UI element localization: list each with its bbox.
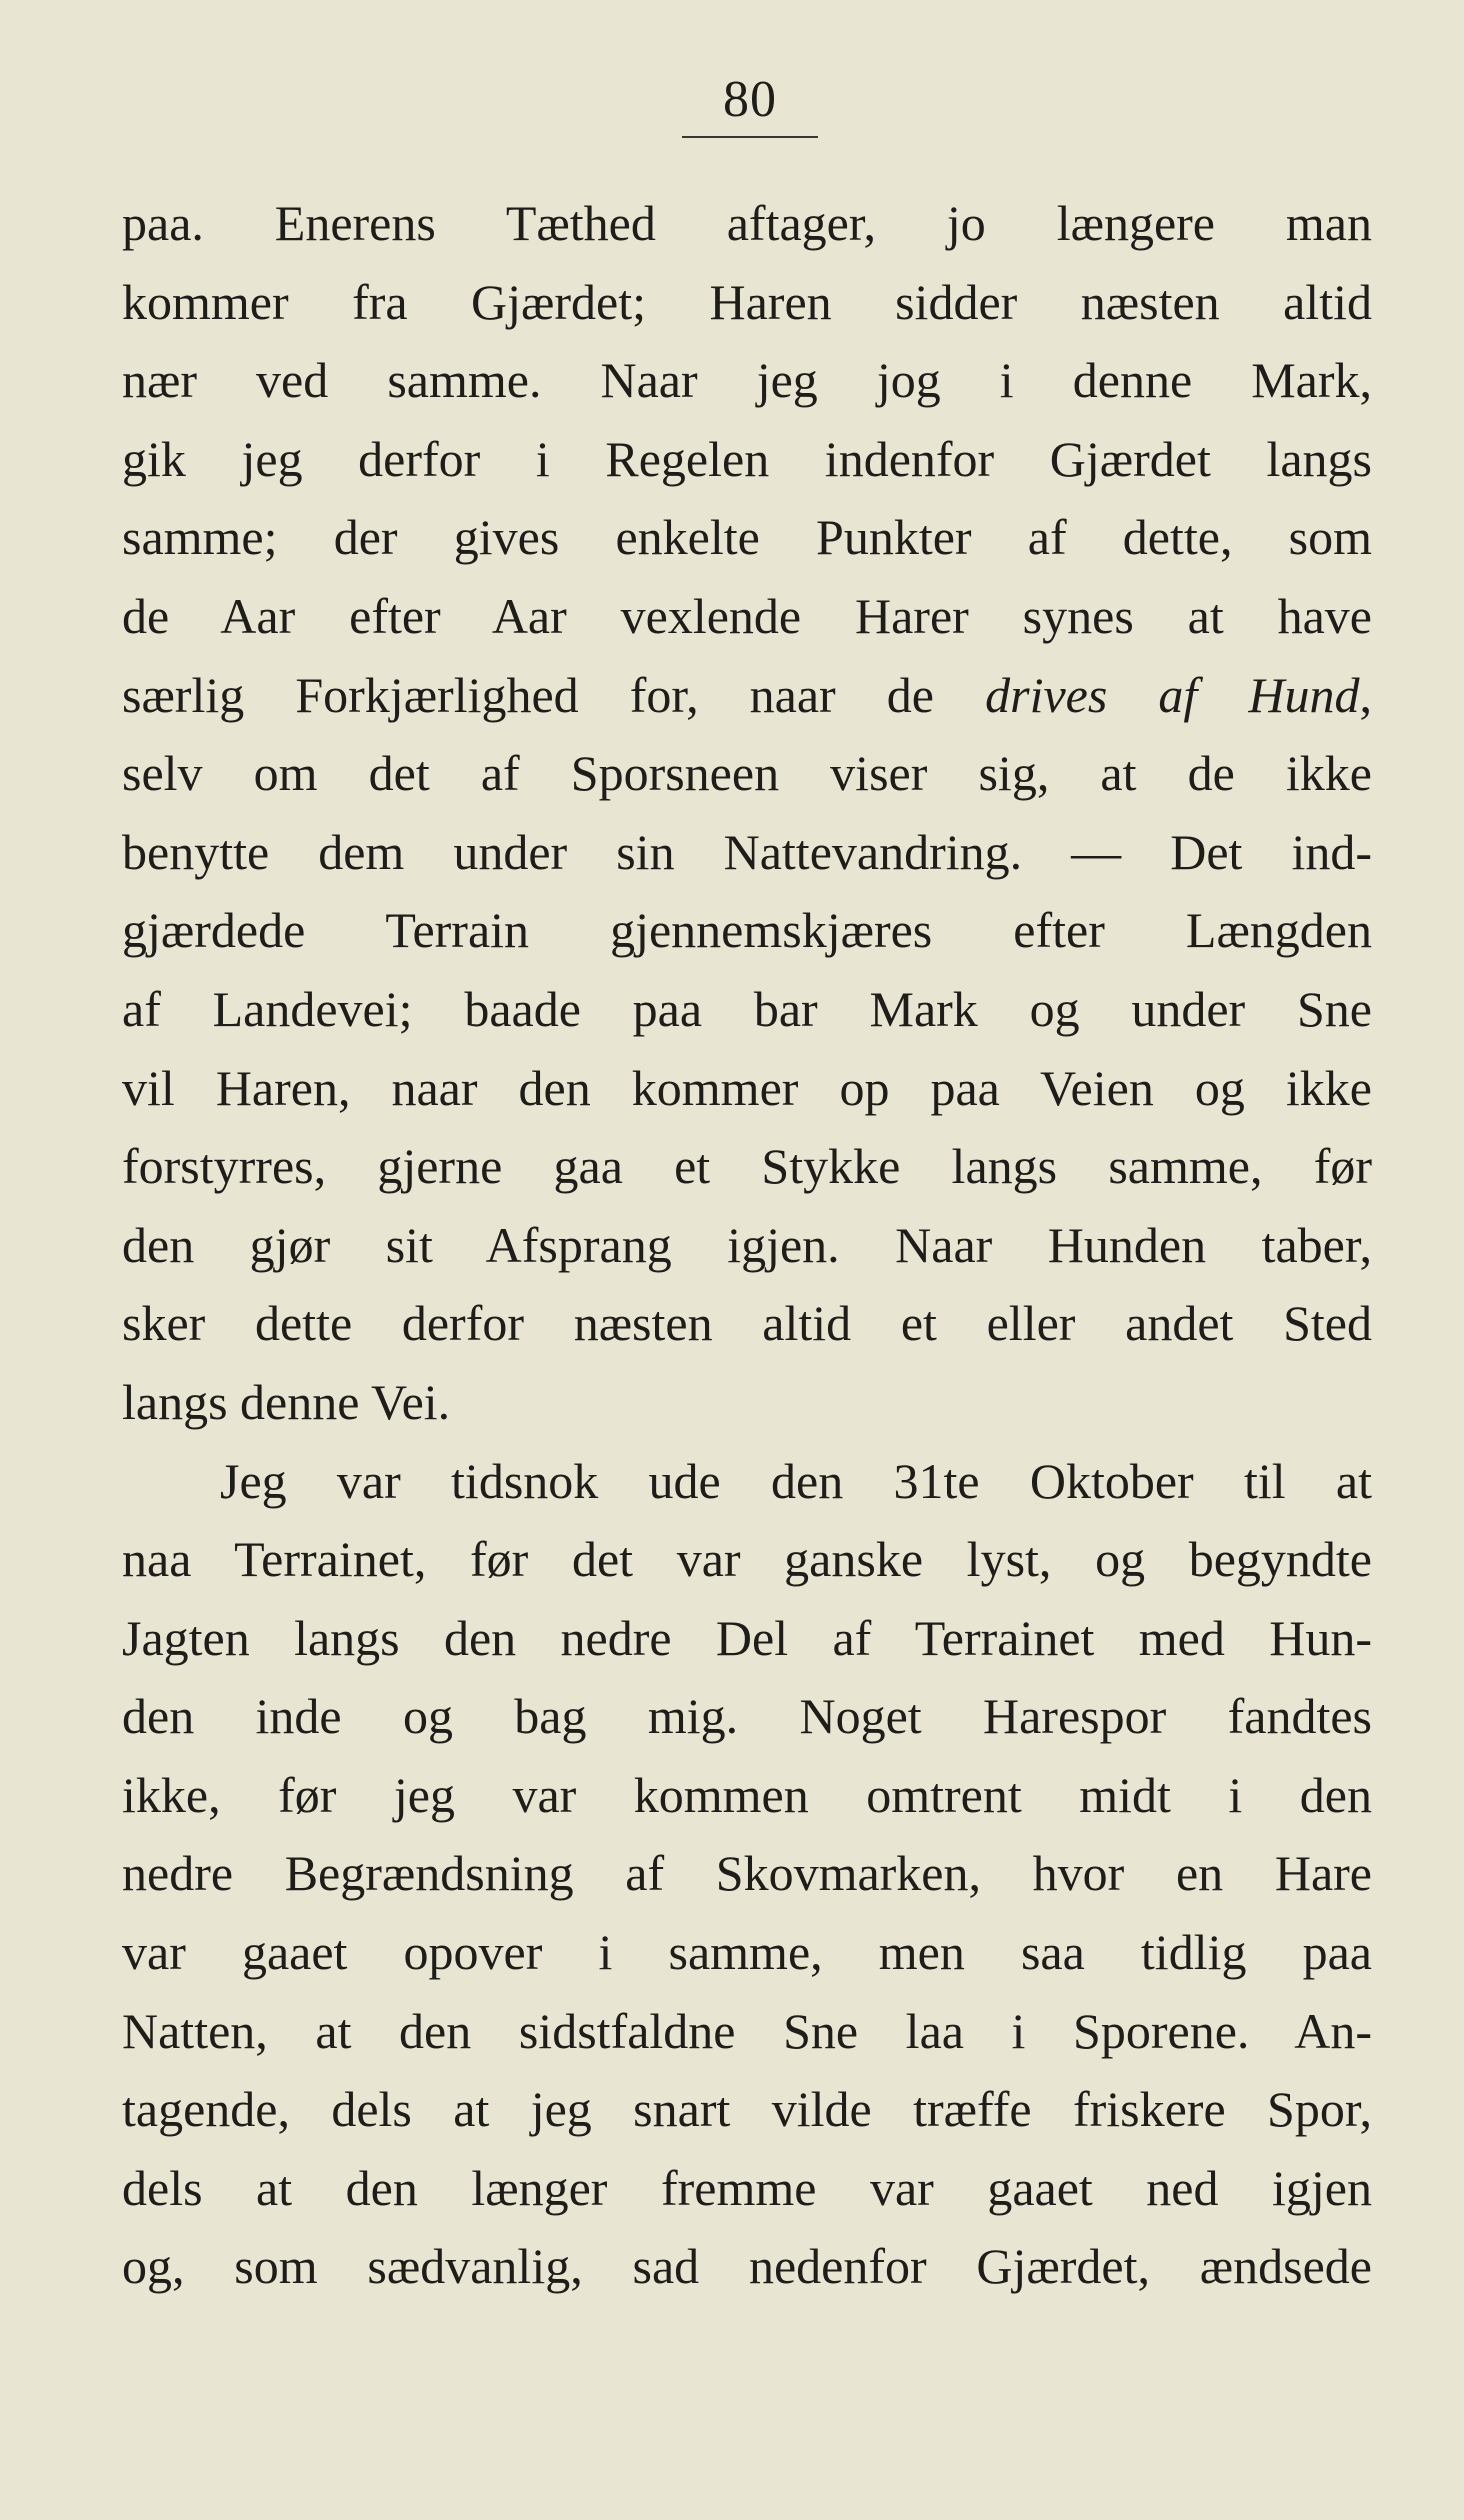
text-line: sker dette derfor næsten altid et eller andet Sted (122, 1295, 1372, 1352)
text-run: særlig Forkjærlighed for, naar de (122, 666, 986, 723)
text-line-with-italic (122, 656, 1372, 735)
text-line: selv om det af Sporsneen viser sig, at de ikke (122, 745, 1372, 802)
text-line: tagende, dels at jeg snart vilde træffe friskere Spor, (122, 2081, 1372, 2138)
text-line: vil Haren, naar den kommer op paa Veien og ikke (122, 1059, 1372, 1116)
text-line: langs denne Vei. (122, 1373, 451, 1430)
text-line: af Landevei; baade paa bar Mark og under Sne (122, 980, 1372, 1037)
text-line: ikke, før jeg var kommen omtrent midt i den (122, 1766, 1372, 1823)
text-line: Natten, at den sidstfaldne Sne laa i Sporene. An- (122, 2002, 1372, 2059)
text-line: naa Terrainet, før det var ganske lyst, og begyndte (122, 1531, 1372, 1588)
text-line: samme; der gives enkelte Punkter af dette, som (122, 509, 1372, 566)
text-line: den gjør sit Afsprang igjen. Naar Hunden taber, (122, 1216, 1372, 1273)
italic-phrase: drives af Hund (985, 666, 1360, 723)
text-line: og, som sædvanlig, sad nedenfor Gjærdet, ændsede (122, 2238, 1372, 2295)
text-line: var gaaet opover i samme, men saa tidlig paa (122, 1924, 1372, 1981)
body-text (122, 184, 1372, 2306)
text-line: Jagten langs den nedre Del af Terrainet med Hun- (122, 1609, 1372, 1666)
text-line: de Aar efter Aar vexlende Harer synes at have (122, 587, 1372, 644)
text-line: nær ved samme. Naar jeg jog i denne Mark, (122, 352, 1372, 409)
text-line: Jeg var tidsnok ude den 31te Oktober til at (220, 1452, 1372, 1509)
text-line: paa. Enerens Tæthed aftager, jo længere man (122, 195, 1372, 251)
text-line: den inde og bag mig. Noget Harespor fandtes (122, 1688, 1372, 1745)
page-number-rule (682, 136, 818, 138)
text-run: , (1359, 666, 1373, 723)
text-line: gik jeg derfor i Regelen indenfor Gjærdet langs (122, 430, 1372, 487)
text-line: dels at den længer fremme var gaaet ned igjen (122, 2159, 1372, 2216)
text-line: gjærdede Terrain gjennemskjæres efter Længden (122, 902, 1372, 959)
text-line: nedre Begrændsning af Skovmarken, hvor en Hare (122, 1845, 1372, 1902)
text-line: kommer fra Gjærdet; Haren sidder næsten altid (122, 273, 1372, 330)
text-line: forstyrres, gjerne gaa et Stykke langs samme, før (122, 1138, 1372, 1195)
text-line: benytte dem under sin Nattevandring. — Det ind- (122, 823, 1372, 880)
page-number: 80 (723, 71, 777, 128)
